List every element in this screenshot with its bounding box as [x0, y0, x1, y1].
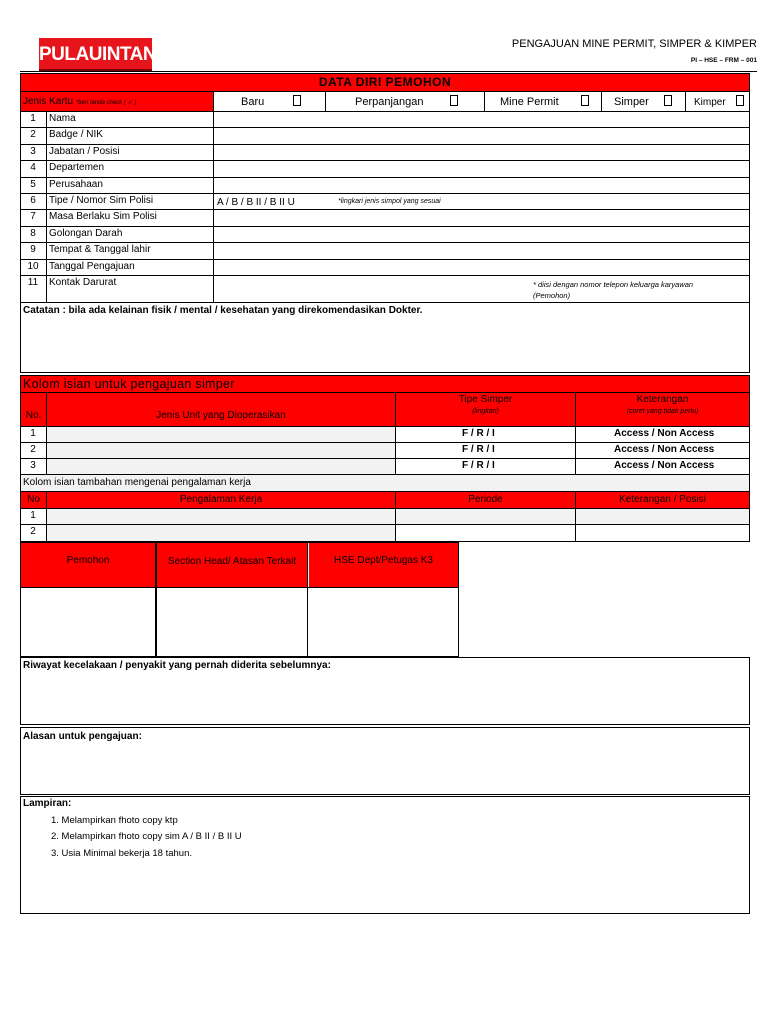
data-diri-row-input[interactable] — [214, 161, 749, 176]
signature-area-pemohon[interactable] — [21, 588, 155, 656]
data-diri-row-label: Tempat & Tanggal lahir — [49, 244, 151, 256]
exp-row-input[interactable] — [47, 509, 395, 524]
lampiran-item: 3. Usia Minimal bekerja 18 tahun. — [51, 848, 192, 859]
header-rule — [20, 71, 757, 72]
catatan-label: Catatan : bila ada kelainan fisik / mental / kesehatan yang direkomendasikan Dokter. — [23, 305, 423, 316]
section-title-data-diri: DATA DIRI PEMOHON — [21, 74, 749, 91]
exp-row-periode-input[interactable] — [396, 509, 575, 524]
exp-row-input[interactable] — [47, 525, 395, 541]
simper-row-no: 3 — [30, 460, 36, 471]
exp-col-periode: Periode — [396, 492, 575, 508]
card-type-perpanjangan-label: Perpanjangan — [355, 96, 424, 108]
data-diri-row-label: Tanggal Pengajuan — [49, 260, 135, 272]
signature-header-section-head: Section Head/ Atasan Terkait — [157, 543, 307, 587]
card-type-mine-permit-label: Mine Permit — [500, 96, 559, 108]
simper-row-ket: Access / Non Access — [614, 460, 715, 471]
data-diri-row-label: Badge / NIK — [49, 129, 103, 141]
signature-header-pemohon: Pemohon — [21, 543, 155, 587]
simper-row-tipe: F / R / I — [462, 444, 495, 455]
kontak-note-1: * diisi dengan nomor telepon keluarga karyawan — [533, 280, 694, 289]
data-diri-row-no: 4 — [30, 162, 36, 174]
data-diri-row-input[interactable] — [214, 128, 749, 143]
simper-col-tipe-hint: (lingkari) — [472, 408, 499, 415]
form-title: PENGAJUAN MINE PERMIT, SIMPER & KIMPER — [511, 38, 757, 50]
card-type-perpanjangan-checkbox[interactable] — [450, 95, 458, 106]
card-type-simper-checkbox[interactable] — [664, 95, 672, 106]
exp-col-ket: Keterangan / Posisi — [576, 492, 749, 508]
lampiran-item: 1. Melampirkan fhoto copy ktp — [51, 815, 178, 826]
company-logo: PULAUINTAN — [39, 38, 152, 71]
data-diri-row-label: Nama — [49, 113, 76, 124]
simper-col-ket — [576, 393, 749, 426]
data-diri-row-input[interactable] — [214, 145, 749, 160]
simper-row-ket: Access / Non Access — [614, 444, 715, 455]
data-diri-row-no: 11 — [27, 277, 39, 288]
data-diri-row-input[interactable] — [214, 227, 749, 242]
simper-row-ket: Access / Non Access — [614, 428, 715, 439]
simper-col-ket-hint: (coret yang tidak perlu) — [626, 408, 699, 415]
data-diri-row-label: Jabatan / Posisi — [49, 145, 120, 157]
data-diri-row-label: Tipe / Nomor Sim Polisi — [49, 195, 154, 206]
simper-row-unit-input[interactable] — [47, 427, 395, 442]
data-diri-row-input[interactable] — [214, 243, 749, 258]
signature-header-hse: HSE Dept/Petugas K3 — [309, 543, 458, 587]
card-type-simper-label: Simper — [614, 96, 649, 108]
exp-col-no: No — [21, 492, 46, 508]
data-diri-row-input[interactable] — [214, 260, 749, 275]
signature-area-hse[interactable] — [308, 588, 458, 656]
data-diri-row-no: 2 — [30, 129, 36, 141]
data-diri-row-no: 7 — [30, 211, 36, 223]
simper-row-tipe: F / R / I — [462, 428, 495, 439]
jenis-kartu-hint: *beri tanda check ( ✓ ) — [75, 100, 137, 106]
simper-col-ket-title: Keterangan — [636, 394, 689, 405]
data-diri-row-label: Departemen — [49, 162, 105, 174]
lampiran-item: 2. Melampirkan fhoto copy sim A / B II / B II U — [51, 831, 242, 842]
data-diri-row-label: Perusahaan — [49, 178, 103, 190]
extra-experience-label: Kolom isian tambahan mengenai pengalaman kerja — [21, 475, 749, 491]
data-diri-row-no: 8 — [30, 227, 36, 239]
sim-options: A / B / B II / B II U — [217, 197, 295, 208]
kontak-note-2: (Pemohon) — [533, 291, 571, 300]
data-diri-row-label: Masa Berlaku Sim Polisi — [49, 211, 157, 223]
card-type-kimper-label: Kimper — [694, 97, 726, 108]
data-diri-row-label: Kontak Darurat — [49, 277, 117, 288]
simper-row-unit-input[interactable] — [47, 459, 395, 474]
data-diri-row-label: Golongan Darah — [49, 227, 123, 239]
data-diri-row-no: 9 — [30, 244, 36, 256]
simper-col-tipe-title: Tipe Simper — [458, 394, 513, 405]
data-diri-row-no: 3 — [30, 145, 36, 157]
simper-row-tipe: F / R / I — [462, 460, 495, 471]
card-type-baru-checkbox[interactable] — [293, 95, 301, 106]
data-diri-row-no: 1 — [30, 113, 36, 124]
simper-col-tipe — [396, 393, 575, 426]
riwayat-label: Riwayat kecelakaan / penyakit yang pernah diderita sebelumnya: — [23, 660, 331, 671]
exp-row-no: 1 — [30, 510, 36, 521]
data-diri-row-input[interactable] — [214, 210, 749, 225]
card-type-kimper-checkbox[interactable] — [736, 95, 744, 106]
exp-row-ket-input[interactable] — [576, 509, 749, 524]
simper-col-unit: Jenis Unit yang Dioperasikan — [47, 393, 395, 426]
simper-row-no: 2 — [30, 444, 36, 455]
data-diri-row-no: 6 — [30, 195, 36, 206]
exp-row-no: 2 — [30, 526, 36, 537]
signature-area-section-head[interactable] — [157, 588, 307, 656]
form-code: PI – HSE – FRM – 001 — [690, 57, 757, 64]
simper-row-no: 1 — [30, 428, 36, 439]
section-title-simper: Kolom isian untuk pengajuan simper — [21, 376, 749, 392]
card-type-mine-permit-checkbox[interactable] — [581, 95, 589, 106]
simper-col-no: No. — [21, 393, 46, 426]
card-type-baru-label: Baru — [241, 96, 265, 108]
jenis-kartu-cell — [21, 92, 213, 111]
data-diri-row-input[interactable] — [214, 112, 749, 127]
jenis-kartu-label: Jenis Kartu — [23, 96, 74, 107]
sim-hint: *lingkari jenis simpol yang sesuai — [338, 198, 441, 205]
data-diri-row-no: 5 — [30, 178, 36, 190]
simper-row-unit-input[interactable] — [47, 443, 395, 458]
alasan-label: Alasan untuk pengajuan: — [23, 731, 142, 742]
data-diri-row-no: 10 — [27, 260, 39, 272]
data-diri-row-input[interactable] — [214, 178, 749, 193]
exp-col-pengalaman: Pengalaman Kerja — [47, 492, 395, 508]
lampiran-title: Lampiran: — [23, 798, 72, 809]
